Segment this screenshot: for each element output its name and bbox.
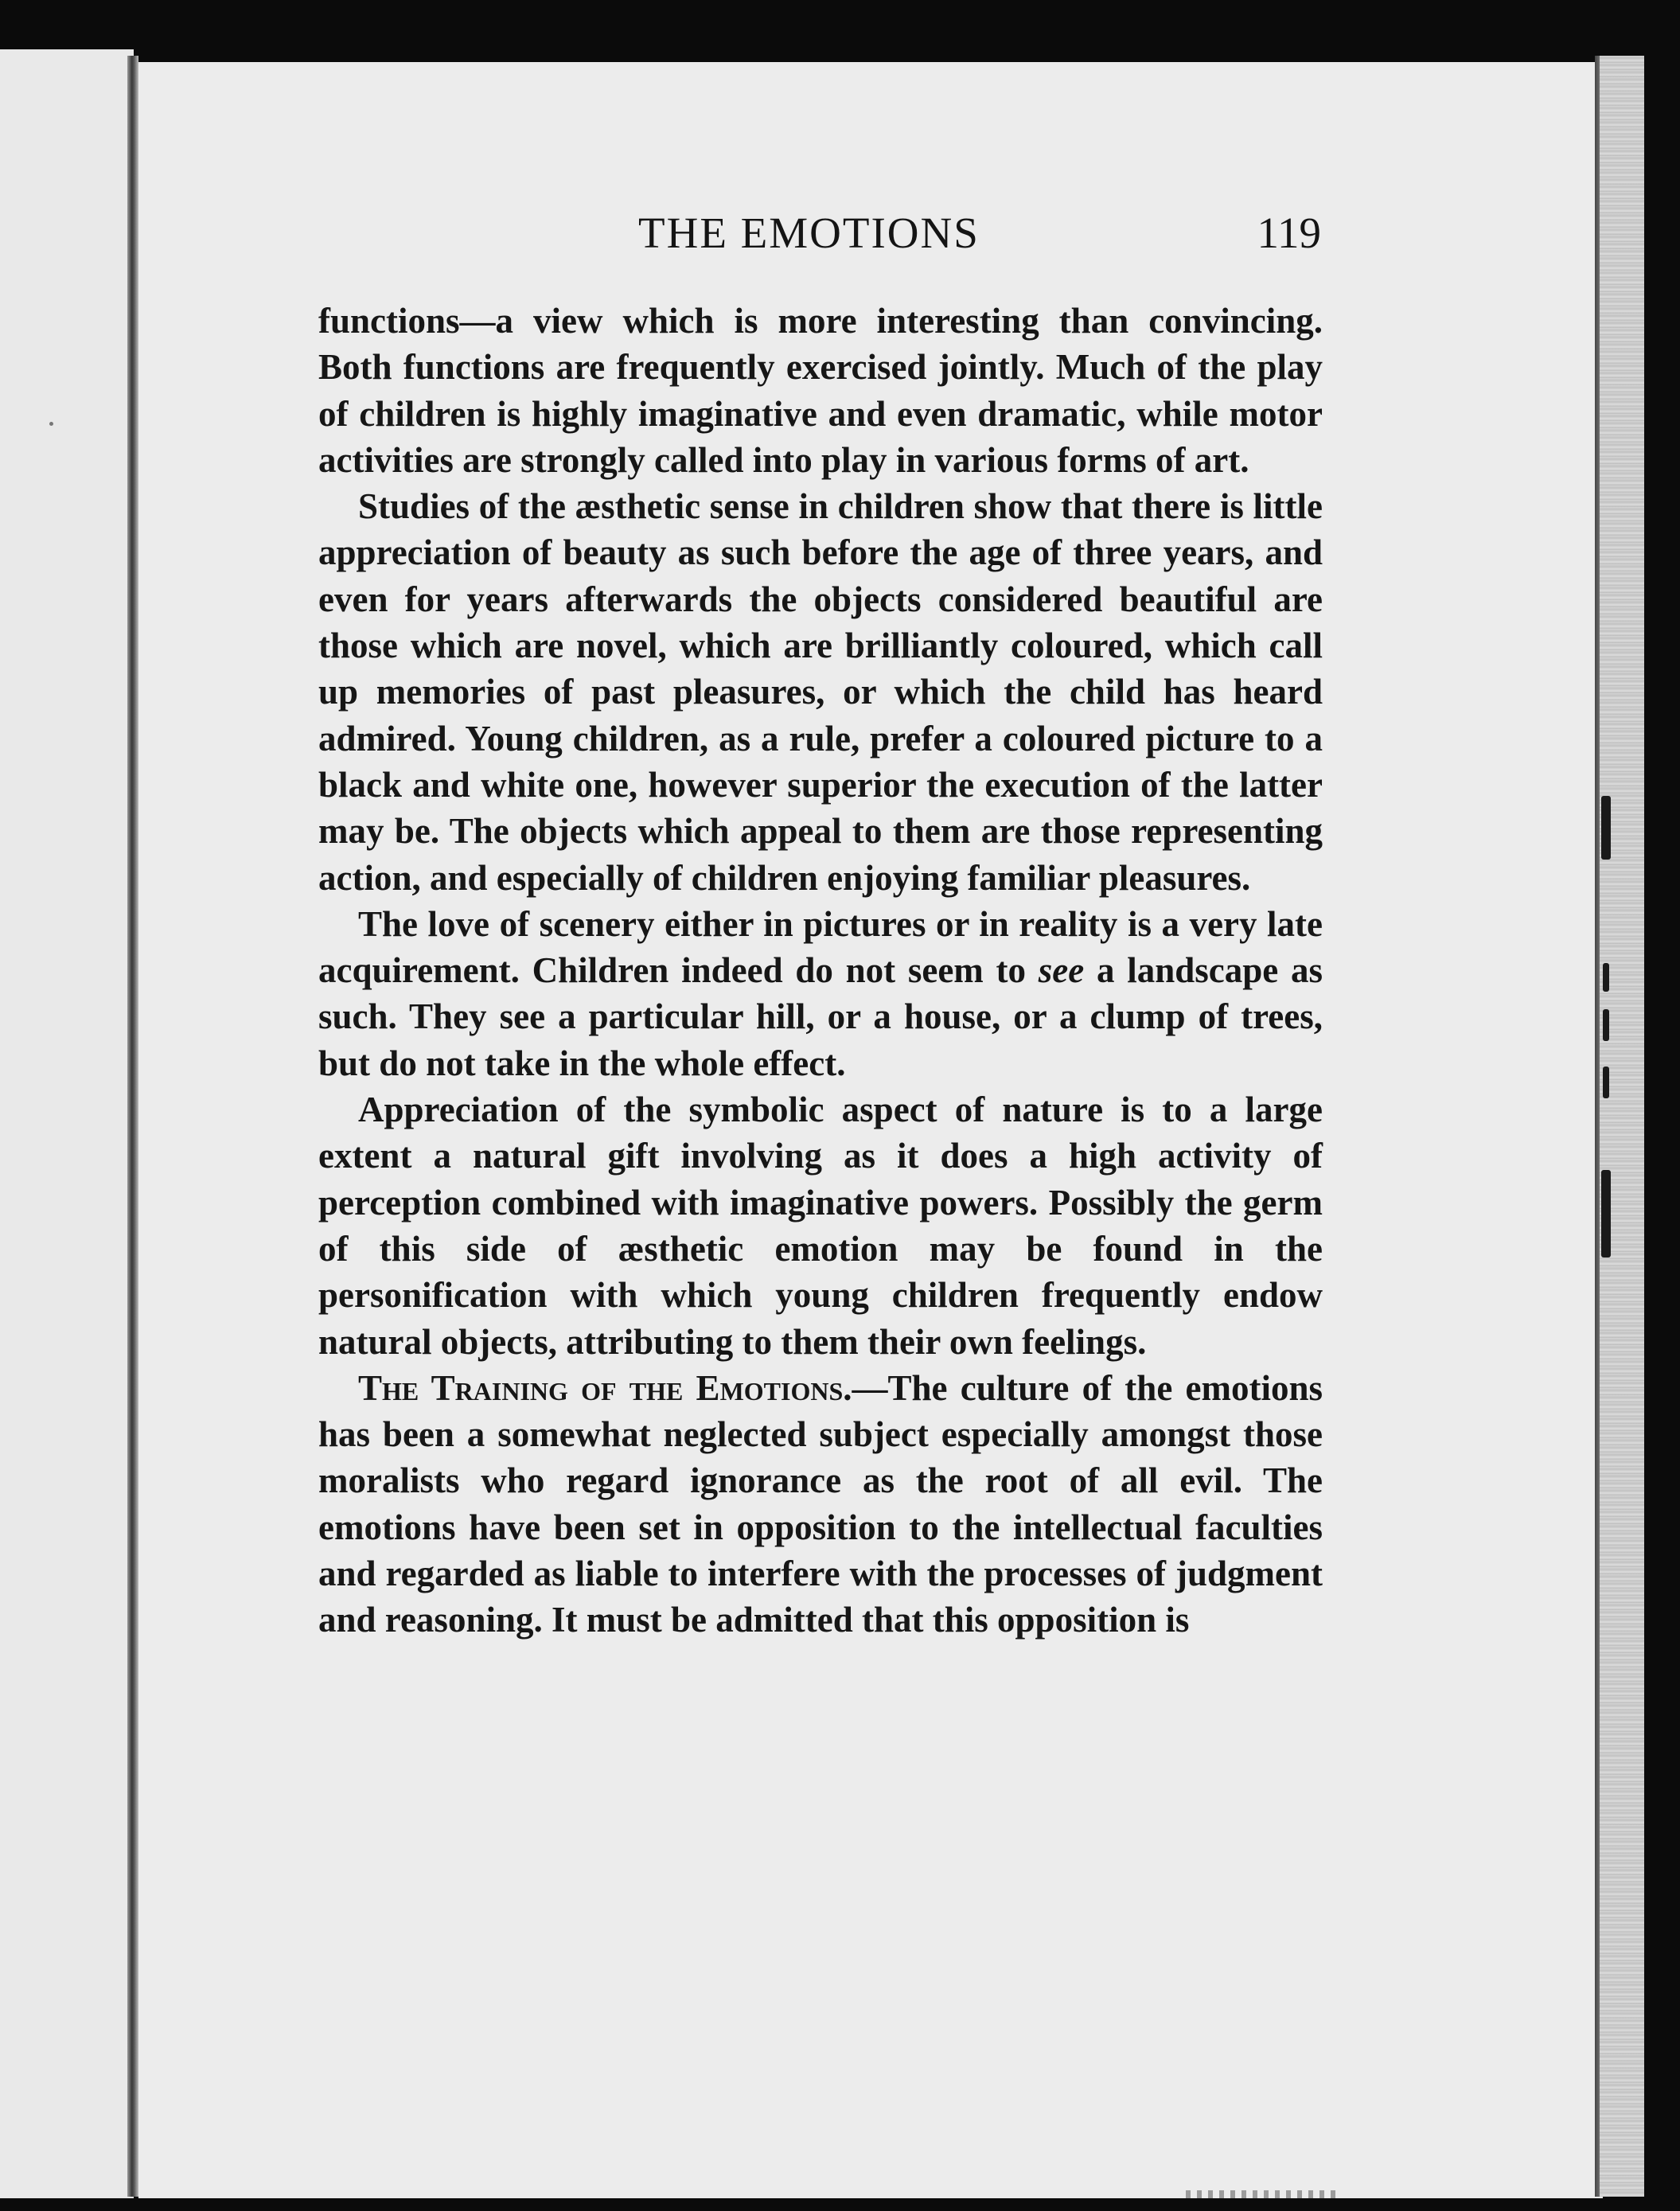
edge-mark (1601, 796, 1611, 860)
book-gutter (127, 56, 138, 2197)
edge-mark (1603, 1009, 1609, 1041)
edge-mark (1603, 1067, 1609, 1098)
paragraph-text: —The culture of the emotions has been a somewhat neglected subject especially amongst those moralists who regard ignorance as the root of all evil. The emotions have been set in opposition to the intellectual faculties and regarded as liable to interfere with the processes of judgment and reasoning. It must be admitted that this opposition is (318, 1367, 1323, 1640)
emphasized-word: see (1038, 950, 1085, 991)
page-block-edge (1600, 56, 1644, 2197)
scan-smudge (1186, 2190, 1337, 2198)
paragraph-text: The love of scenery either in pictures or in reality is a very late acquirement. Children indeed do not seem to (318, 903, 1323, 991)
running-head-title: THE EMOTIONS (638, 209, 980, 257)
edge-mark (1601, 1170, 1611, 1258)
edge-mark (1603, 963, 1609, 992)
section-heading: The Training of the Emotions. (358, 1367, 852, 1408)
body-text (318, 298, 1323, 1644)
paragraph: Studies of the æsthetic sense in children show that there is little appreciation of beauty as such before the age of three years, and even for years afterwards the objects considered beautiful are those which are novel, which are brilliantly coloured, which call up memories of past pleasures, or which the child has heard admired. Young children, as a rule, prefer a coloured picture to a black and white one, however superior the execution of the latter may be. The objects which appeal to them are those representing action, and especially of children enjoying familiar pleasures. (318, 486, 1323, 898)
scan-speck (49, 422, 53, 426)
paragraph (318, 1365, 1323, 1644)
paragraph: Appreciation of the symbolic aspect of nature is to a large extent a natural gift involving as it does a high activity of perception combined with imaginative powers. Possibly the germ of this side of æsthetic emotion may be found in the personification with which young children frequently endow natural objects, attributing to them their own feelings. (318, 1090, 1323, 1362)
facing-page-edge (0, 49, 134, 2198)
running-head (318, 205, 1321, 261)
paragraph-text: a landscape as such. They see a particular hill, or a house, or a clump of trees, but do not take in the whole effect. (318, 950, 1323, 1083)
page-number: 119 (1257, 209, 1321, 257)
paragraph (318, 901, 1323, 1086)
paragraph: functions—a view which is more interesting than convincing. Both functions are frequently exercised jointly. Much of the play of children is highly imaginative and even dramatic, while motor activities are strongly called into play in various forms of art. (318, 301, 1323, 480)
